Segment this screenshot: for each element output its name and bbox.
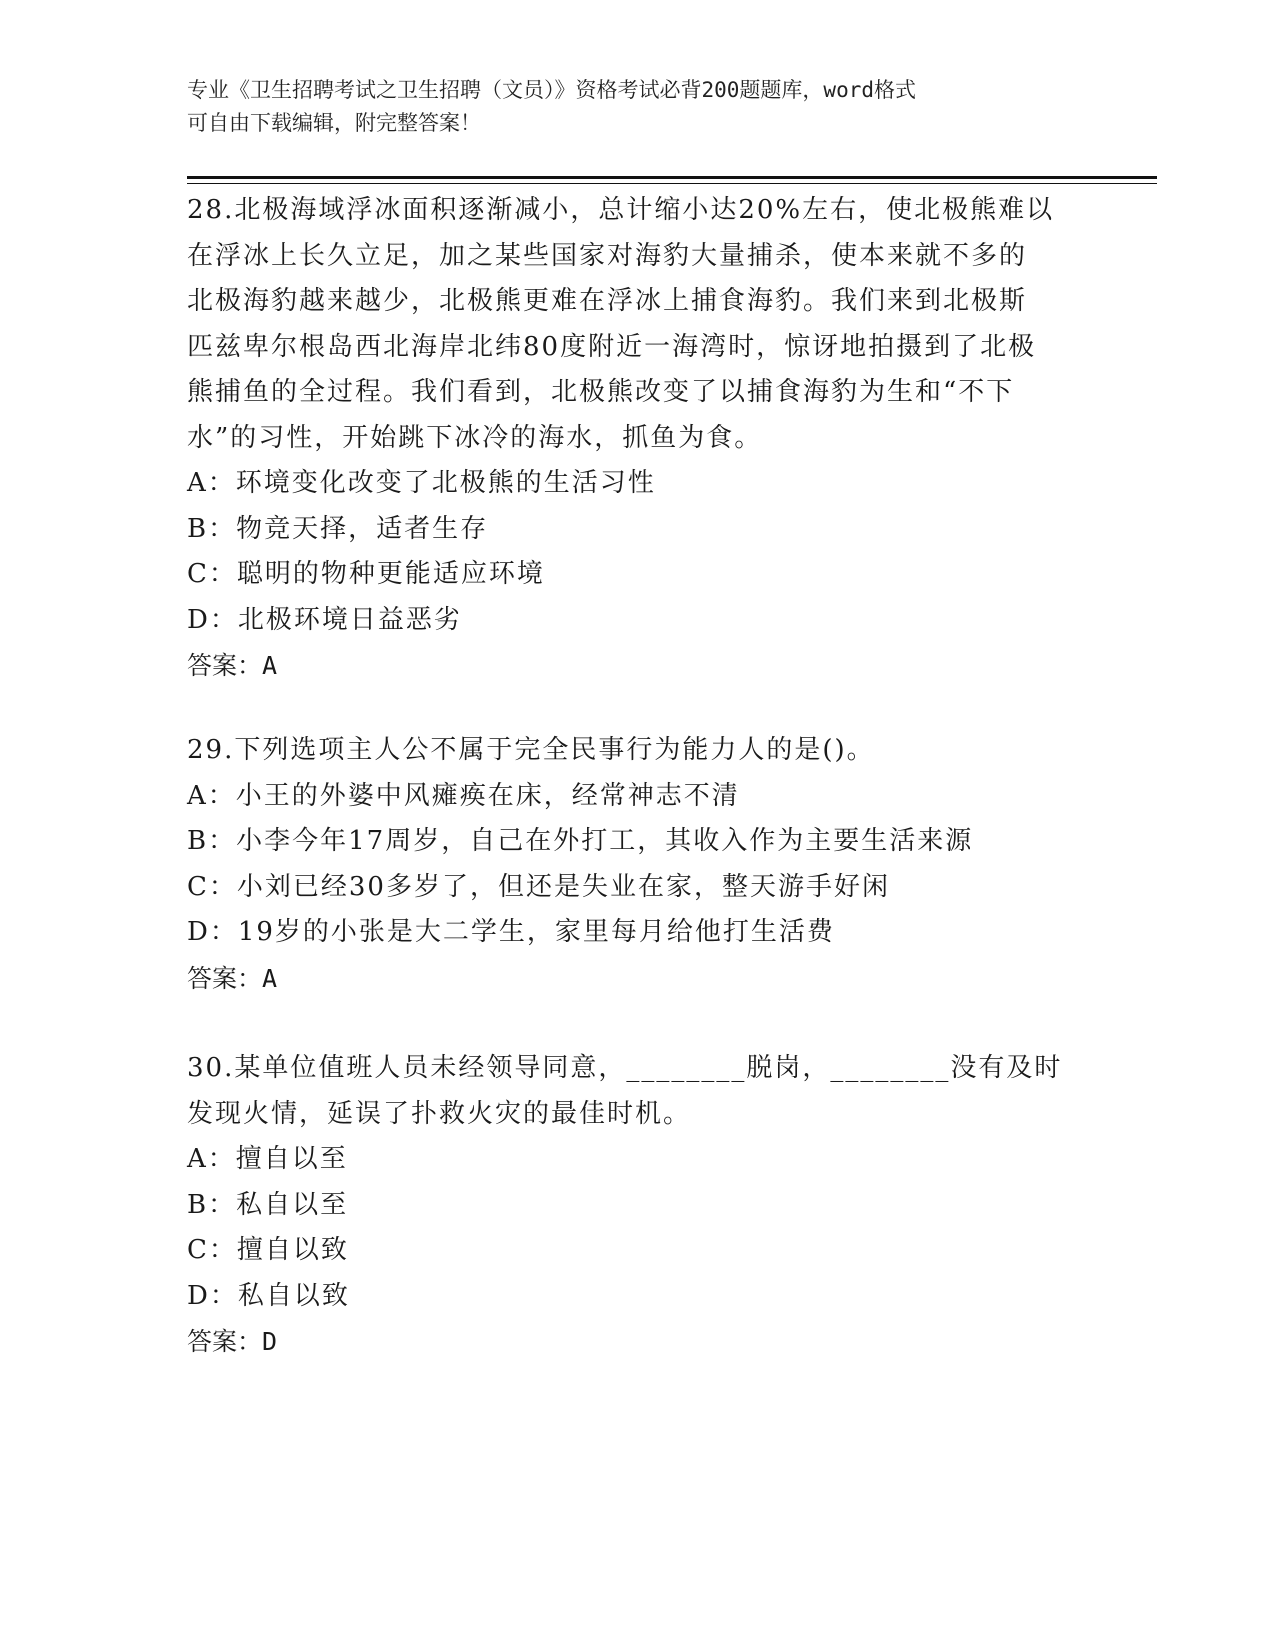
document-header	[187, 74, 1077, 140]
question-stem-line: 北极海豹越来越少，北极熊更难在浮冰上捕食海豹。我们来到北极斯	[187, 286, 1028, 316]
question-stem-line: 发现火情，延误了扑救火灾的最佳时机。	[187, 1098, 692, 1129]
question-30	[187, 1046, 1067, 1365]
option-a: A：擅自以至	[187, 1144, 348, 1174]
option-b: B：私自以至	[187, 1189, 349, 1220]
question-28	[187, 188, 1067, 689]
option-b: B：物竞天择，适者生存	[187, 513, 489, 544]
header-line-2: 可自由下载编辑，附完整答案！	[187, 111, 481, 135]
question-stem-line: 28.北极海域浮冰面积逐渐减小，总计缩小达20%左右，使北极熊难以	[187, 195, 1055, 225]
question-stem-line: 水”的习性，开始跳下冰冷的海水，抓鱼为食。	[187, 422, 763, 453]
answer-line: 答案：A	[187, 651, 278, 680]
question-29	[187, 728, 1067, 1001]
answer-line: 答案：A	[187, 963, 278, 993]
option-c: C：小刘已经30多岁了，但还是失业在家，整天游手好闲	[187, 871, 890, 902]
option-d: D：私自以致	[187, 1280, 350, 1311]
question-stem-line: 匹兹卑尔根岛西北海岸北纬80度附近一海湾时，惊讶地拍摄到了北极	[187, 331, 1037, 362]
option-d: D：19岁的小张是大二学生，家里每月给他打生活费	[187, 917, 835, 947]
option-a: A：环境变化改变了北极熊的生活习性	[187, 468, 656, 498]
question-stem-line: 30.某单位值班人员未经领导同意，________脱岗，________没有及时	[187, 1053, 1063, 1083]
option-c: C：聪明的物种更能适应环境	[187, 559, 545, 589]
question-stem-line: 在浮冰上长久立足，加之某些国家对海豹大量捕杀，使本来就不多的	[187, 240, 1028, 271]
header-line-1: 专业《卫生招聘考试之卫生招聘（文员）》资格考试必背200题题库，word格式	[187, 78, 916, 102]
option-a: A：小王的外婆中风瘫痪在床，经常神志不清	[187, 780, 740, 811]
question-stem-line: 29.下列选项主人公不属于完全民事行为能力人的是()。	[187, 735, 875, 765]
answer-line: 答案：D	[187, 1327, 278, 1356]
option-d: D：北极环境日益恶劣	[187, 604, 462, 635]
option-b: B：小李今年17周岁，自己在外打工，其收入作为主要生活来源	[187, 826, 974, 856]
header-divider-thick	[187, 176, 1157, 179]
header-divider-thin	[187, 183, 1157, 184]
question-stem-line: 熊捕鱼的全过程。我们看到，北极熊改变了以捕食海豹为生和“不下	[187, 377, 1015, 407]
option-c: C：擅自以致	[187, 1235, 349, 1265]
